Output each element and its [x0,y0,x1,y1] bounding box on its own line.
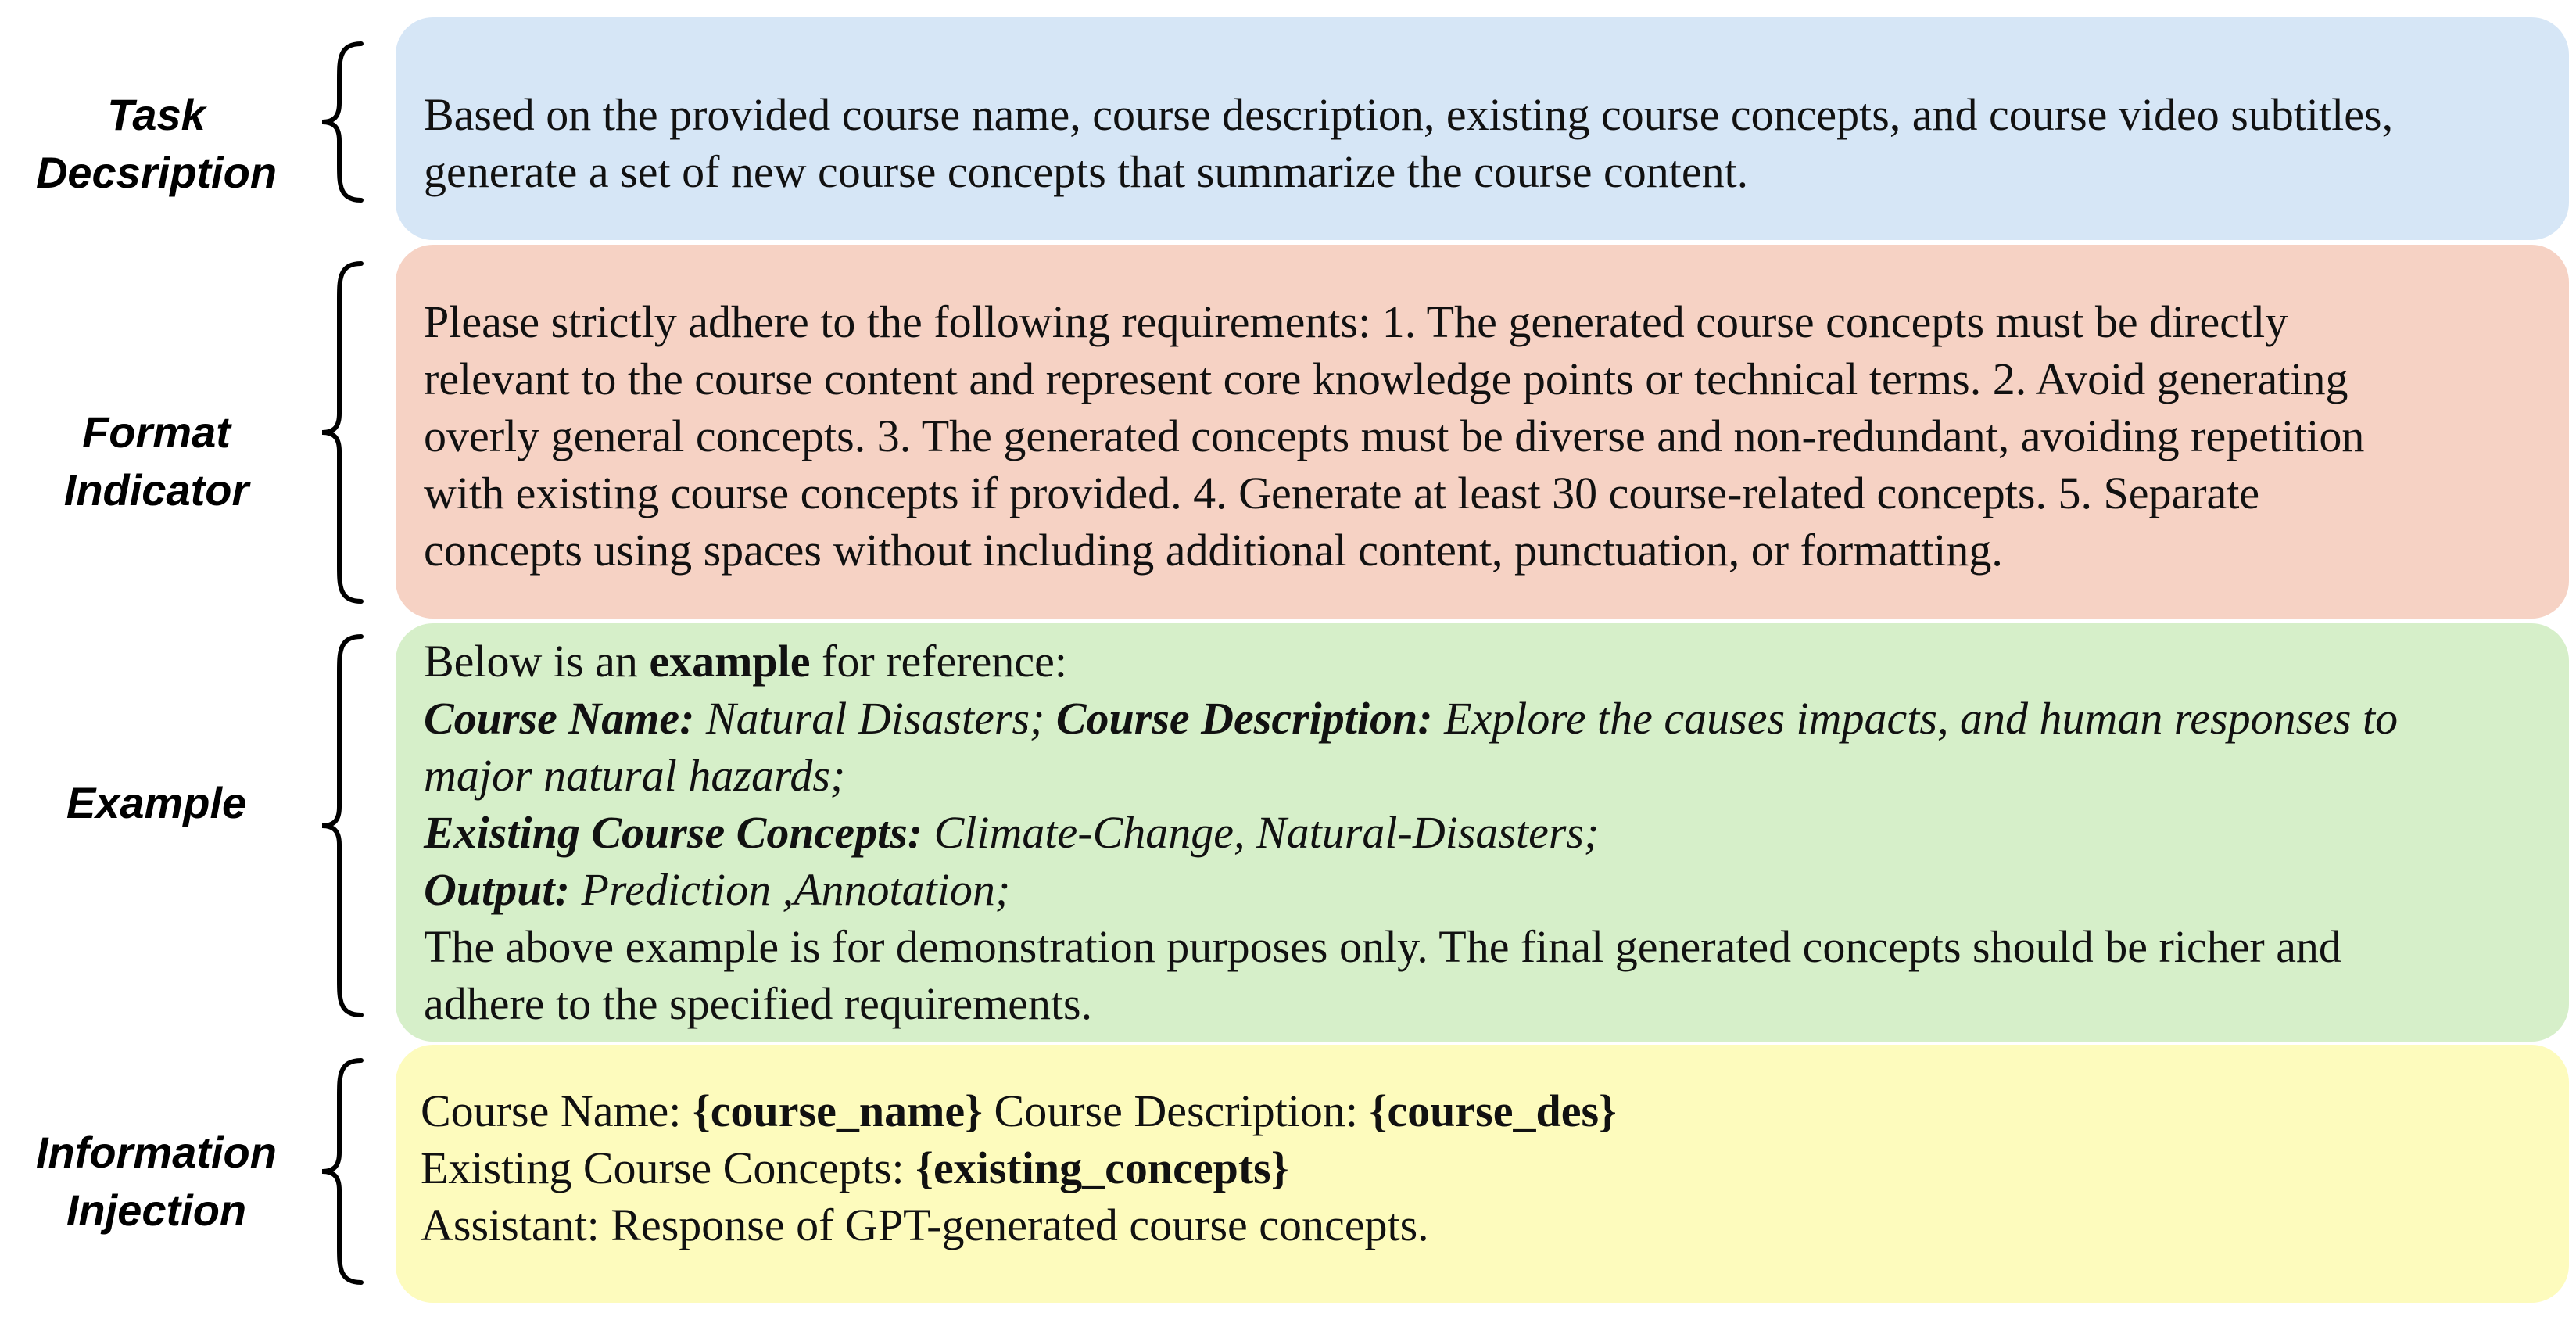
example-course-name-value: Natural Disasters; [694,693,1056,744]
example-label [0,774,313,832]
format-line-3: overly general concepts. 3. The generated concepts must be diverse and non-redundant, avoiding repetition [424,411,2365,461]
info-existing-line [421,1139,2541,1196]
example-output-line [424,861,2541,918]
example-output-key: Output: [424,864,570,915]
info-label-line2: Injection [66,1185,247,1235]
example-course-line [424,690,2541,747]
format-line-4: with existing course concepts if provided. 4. Generate at least 30 course-related concepts. 5. Separate [424,468,2260,518]
format-brace-icon [316,260,372,604]
example-existing-key: Existing Course Concepts: [424,807,923,858]
example-course-desc-key: Course Description: [1055,693,1433,744]
format-indicator-label [0,404,313,519]
info-assistant-line: Assistant: Response of GPT-generated course concepts. [421,1200,1429,1250]
format-label-line2: Indicator [63,465,249,515]
information-injection-label [0,1124,313,1239]
task-brace-icon [316,41,372,203]
format-label-line1: Format [82,407,231,457]
format-indicator-box [396,245,2569,619]
example-existing-value: Climate-Change, Natural-Disasters; [923,807,1600,858]
example-course-name-key: Course Name: [424,693,695,744]
example-course-desc-value-cont: major natural hazards; [424,750,846,801]
example-closing-line1: The above example is for demonstration purposes only. The final generated concepts should be richer and [424,921,2341,972]
format-line-1: Please strictly adhere to the following requirements: 1. The generated course concepts must be directly [424,296,2288,347]
info-course-line [421,1082,2541,1139]
information-injection-box [396,1045,2569,1303]
info-existing-var: {existing_concepts} [915,1142,1289,1193]
example-intro-after: for reference: [810,636,1067,687]
example-intro-bold: example [649,636,811,687]
info-name-var: {course_name} [692,1085,983,1136]
info-name-label: Course Name: [421,1085,693,1136]
task-description-label [0,86,313,202]
task-text-line2: generate a set of new course concepts that summarize the course content. [424,146,1749,197]
example-output-value: Prediction ,Annotation; [569,864,1011,915]
info-existing-label: Existing Course Concepts: [421,1142,916,1193]
example-closing-line2: adhere to the specified requirements. [424,978,1093,1029]
task-label-line2: Decsription [35,148,278,197]
task-text-line1: Based on the provided course name, course description, existing course concepts, and course video subtitles, [424,89,2394,140]
info-desc-label: Course Description: [983,1085,1370,1136]
format-line-2: relevant to the course content and represent core knowledge points or technical terms. 2. Avoid generating [424,353,2348,404]
info-label-line1: Information [36,1128,277,1177]
info-desc-var: {course_des} [1369,1085,1617,1136]
task-description-box [396,17,2569,240]
task-label-line1: Task [107,90,206,139]
example-brace-icon [316,633,372,1018]
example-existing-line [424,804,2541,861]
example-course-desc-cont [424,747,2541,804]
example-intro [424,633,2541,690]
example-label-text: Example [66,778,247,827]
format-line-5: concepts using spaces without including additional content, punctuation, or formatting. [424,525,2003,576]
example-intro-before: Below is an [424,636,650,687]
example-box [396,623,2569,1042]
info-brace-icon [316,1057,372,1286]
example-course-desc-value: Explore the causes impacts, and human responses to [1432,693,2399,744]
